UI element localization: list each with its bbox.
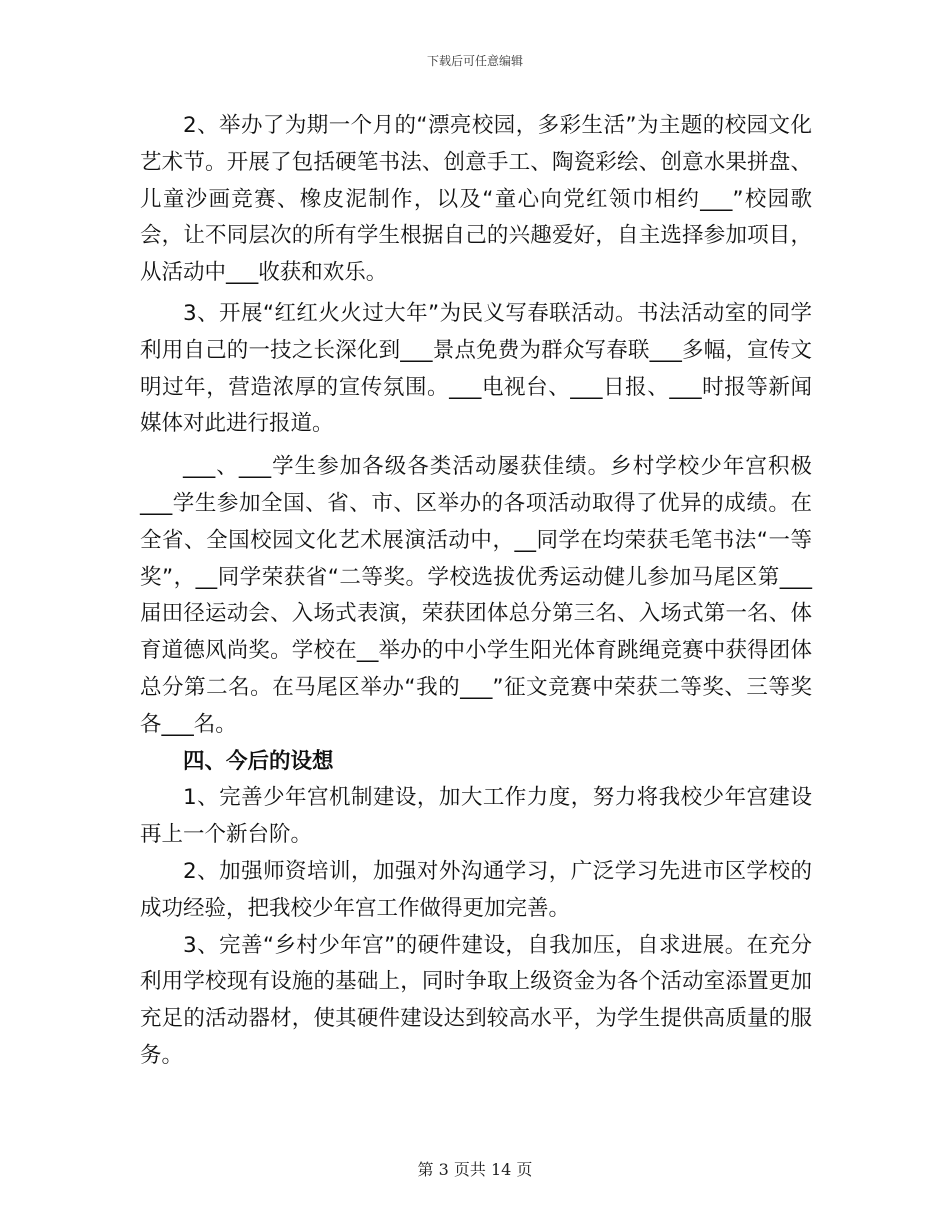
paragraph-achievements: ___、___学生参加各级各类活动屡获佳绩。乡村学校少年宫积极___学生参加全国、省、市、区举办的各项活动取得了优异的成绩。在全省、全国校园文化艺术展演活动中，__同学在均荣获毛笔书法“一等奖”，__同学荣获省“二等奖。学校选拔优秀运动健儿参加马尾区第___届田径运动会、入场式表演，荣获团体总分第三名、入场式第一名、体育道德风尚奖。学校在__举办的中小学生阳光体育跳绳竞赛中获得团体总分第二名。在马尾区举办“我的___”征文竞赛中荣获二等奖、三等奖各___名。	[140, 454, 812, 737]
plan-item-3: 3、完善“乡村少年宫”的硬件建设，自我加压，自求进展。在充分利用学校现有设施的基础上，同时争取上级资金为各个活动室添置更加充足的活动器材，使其硬件建设达到较高水平，为学生提供高质量的服务。	[140, 932, 812, 1068]
page-footer: 第 3 页共 14 页	[417, 1160, 533, 1179]
plan-item-1: 1、完善少年宫机制建设，加大工作力度，努力将我校少年宫建设再上一个新台阶。	[140, 785, 812, 848]
paragraph-culture-festival: 2、举办了为期一个月的“漂亮校园，多彩生活”为主题的校园文化艺术节。开展了包括硬笔书法、创意手工、陶瓷彩绘、创意水果拼盘、儿童沙画竞赛、橡皮泥制作，以及“童心向党红领巾相约___”校园歌会，让不同层次的所有学生根据自己的兴趣爱好，自主选择参加项目，从活动中___收获和欢乐。	[140, 113, 812, 286]
document-body	[140, 108, 812, 1075]
page-header: 下载后可任意编辑	[426, 54, 523, 68]
section-heading: 四、今后的设想	[183, 748, 334, 774]
plan-item-2: 2、加强师资培训，加强对外沟通学习，广泛学习先进市区学校的成功经验，把我校少年宫工作做得更加完善。	[140, 858, 812, 921]
paragraph-spring-couplets: 3、开展“红红火火过大年”为民义写春联活动。书法活动室的同学利用自己的一技之长深化到___景点免费为群众写春联___多幅，宣传文明过年，营造浓厚的宣传氛围。___电视台、___日报、___时报等新闻媒体对此进行报道。	[140, 300, 812, 437]
